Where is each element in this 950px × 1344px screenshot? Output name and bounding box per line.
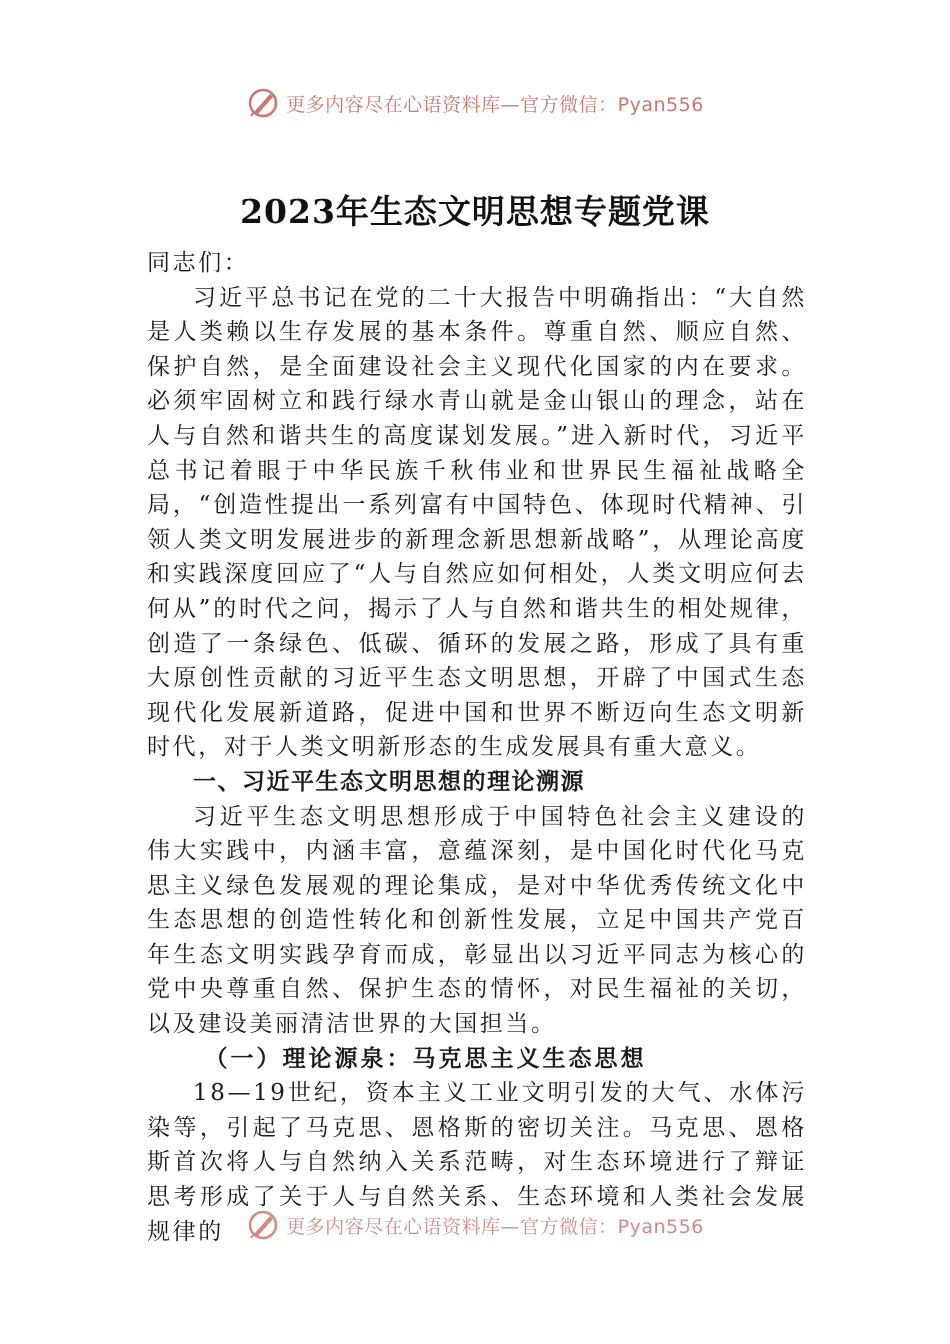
salutation: 同志们： — [147, 250, 250, 276]
section-paragraph: 习近平生态文明思想形成于中国特色社会主义建设的伟大实践中，内涵丰富，意蕴深刻，是中国化时代化马克思主义绿色发展观的理论集成，是对中华优秀传统文化中生态思想的创造性转化和创新性发展，立足中国共产党百年生态文明实践孕育而成，彰显出以习近平同志为核心的党中央尊重自然、保护生态的情怀，对民生福祉的关切，以及建设美丽清洁世界的大国担当。 — [147, 803, 807, 1038]
document-body — [147, 246, 807, 1249]
watermark-header — [0, 86, 950, 120]
subsection-heading: （一）理论源泉：马克思主义生态思想 — [204, 1044, 647, 1072]
watermark-footer — [0, 1208, 950, 1242]
pen-logo-icon — [246, 86, 280, 120]
pen-logo-icon — [246, 1208, 280, 1242]
subsection-paragraph: 18—19世纪，资本主义工业文明引发的大气、水体污染等，引起了马克思、恩格斯的密切关注。马克思、恩格斯首次将人与自然纳入关系范畴，对生态环境进行了辩证思考形成了关于人与自然关系、生态环境和人类社会发展规律的 — [147, 1080, 807, 1245]
intro-paragraph: 习近平总书记在党的二十大报告中明确指出：“大自然是人类赖以生存发展的基本条件。尊重自然、顺应自然、保护自然，是全面建设社会主义现代化国家的内在要求。必须牢固树立和践行绿水青山就是金山银山的理念，站在人与自然和谐共生的高度谋划发展。”进入新时代，习近平总书记着眼于中华民族千秋伟业和世界民生福祉战略全局，“创造性提出一系列富有中国特色、体现时代精神、引领人类文明发展进步的新理念新思想新战略”，从理论高度和实践深度回应了“人与自然应如何相处，人类文明应何去何从”的时代之问，揭示了人与自然和谐共生的相处规律，创造了一条绿色、低碳、循环的发展之路，形成了具有重大原创性贡献的习近平生态文明思想，开辟了中国式生态现代化发展新道路，促进中国和世界不断迈向生态文明新时代，对于人类文明新形态的生成发展具有重大意义。 — [147, 284, 807, 761]
watermark-text: 更多内容尽在心语资料库—官方微信：Pyan556 — [286, 93, 704, 116]
watermark-text: 更多内容尽在心语资料库—官方微信：Pyan556 — [286, 1215, 704, 1238]
document-title: 2023年生态文明思想专题党课 — [240, 192, 710, 231]
section-heading: 一、习近平生态文明思想的理论溯源 — [193, 767, 585, 795]
